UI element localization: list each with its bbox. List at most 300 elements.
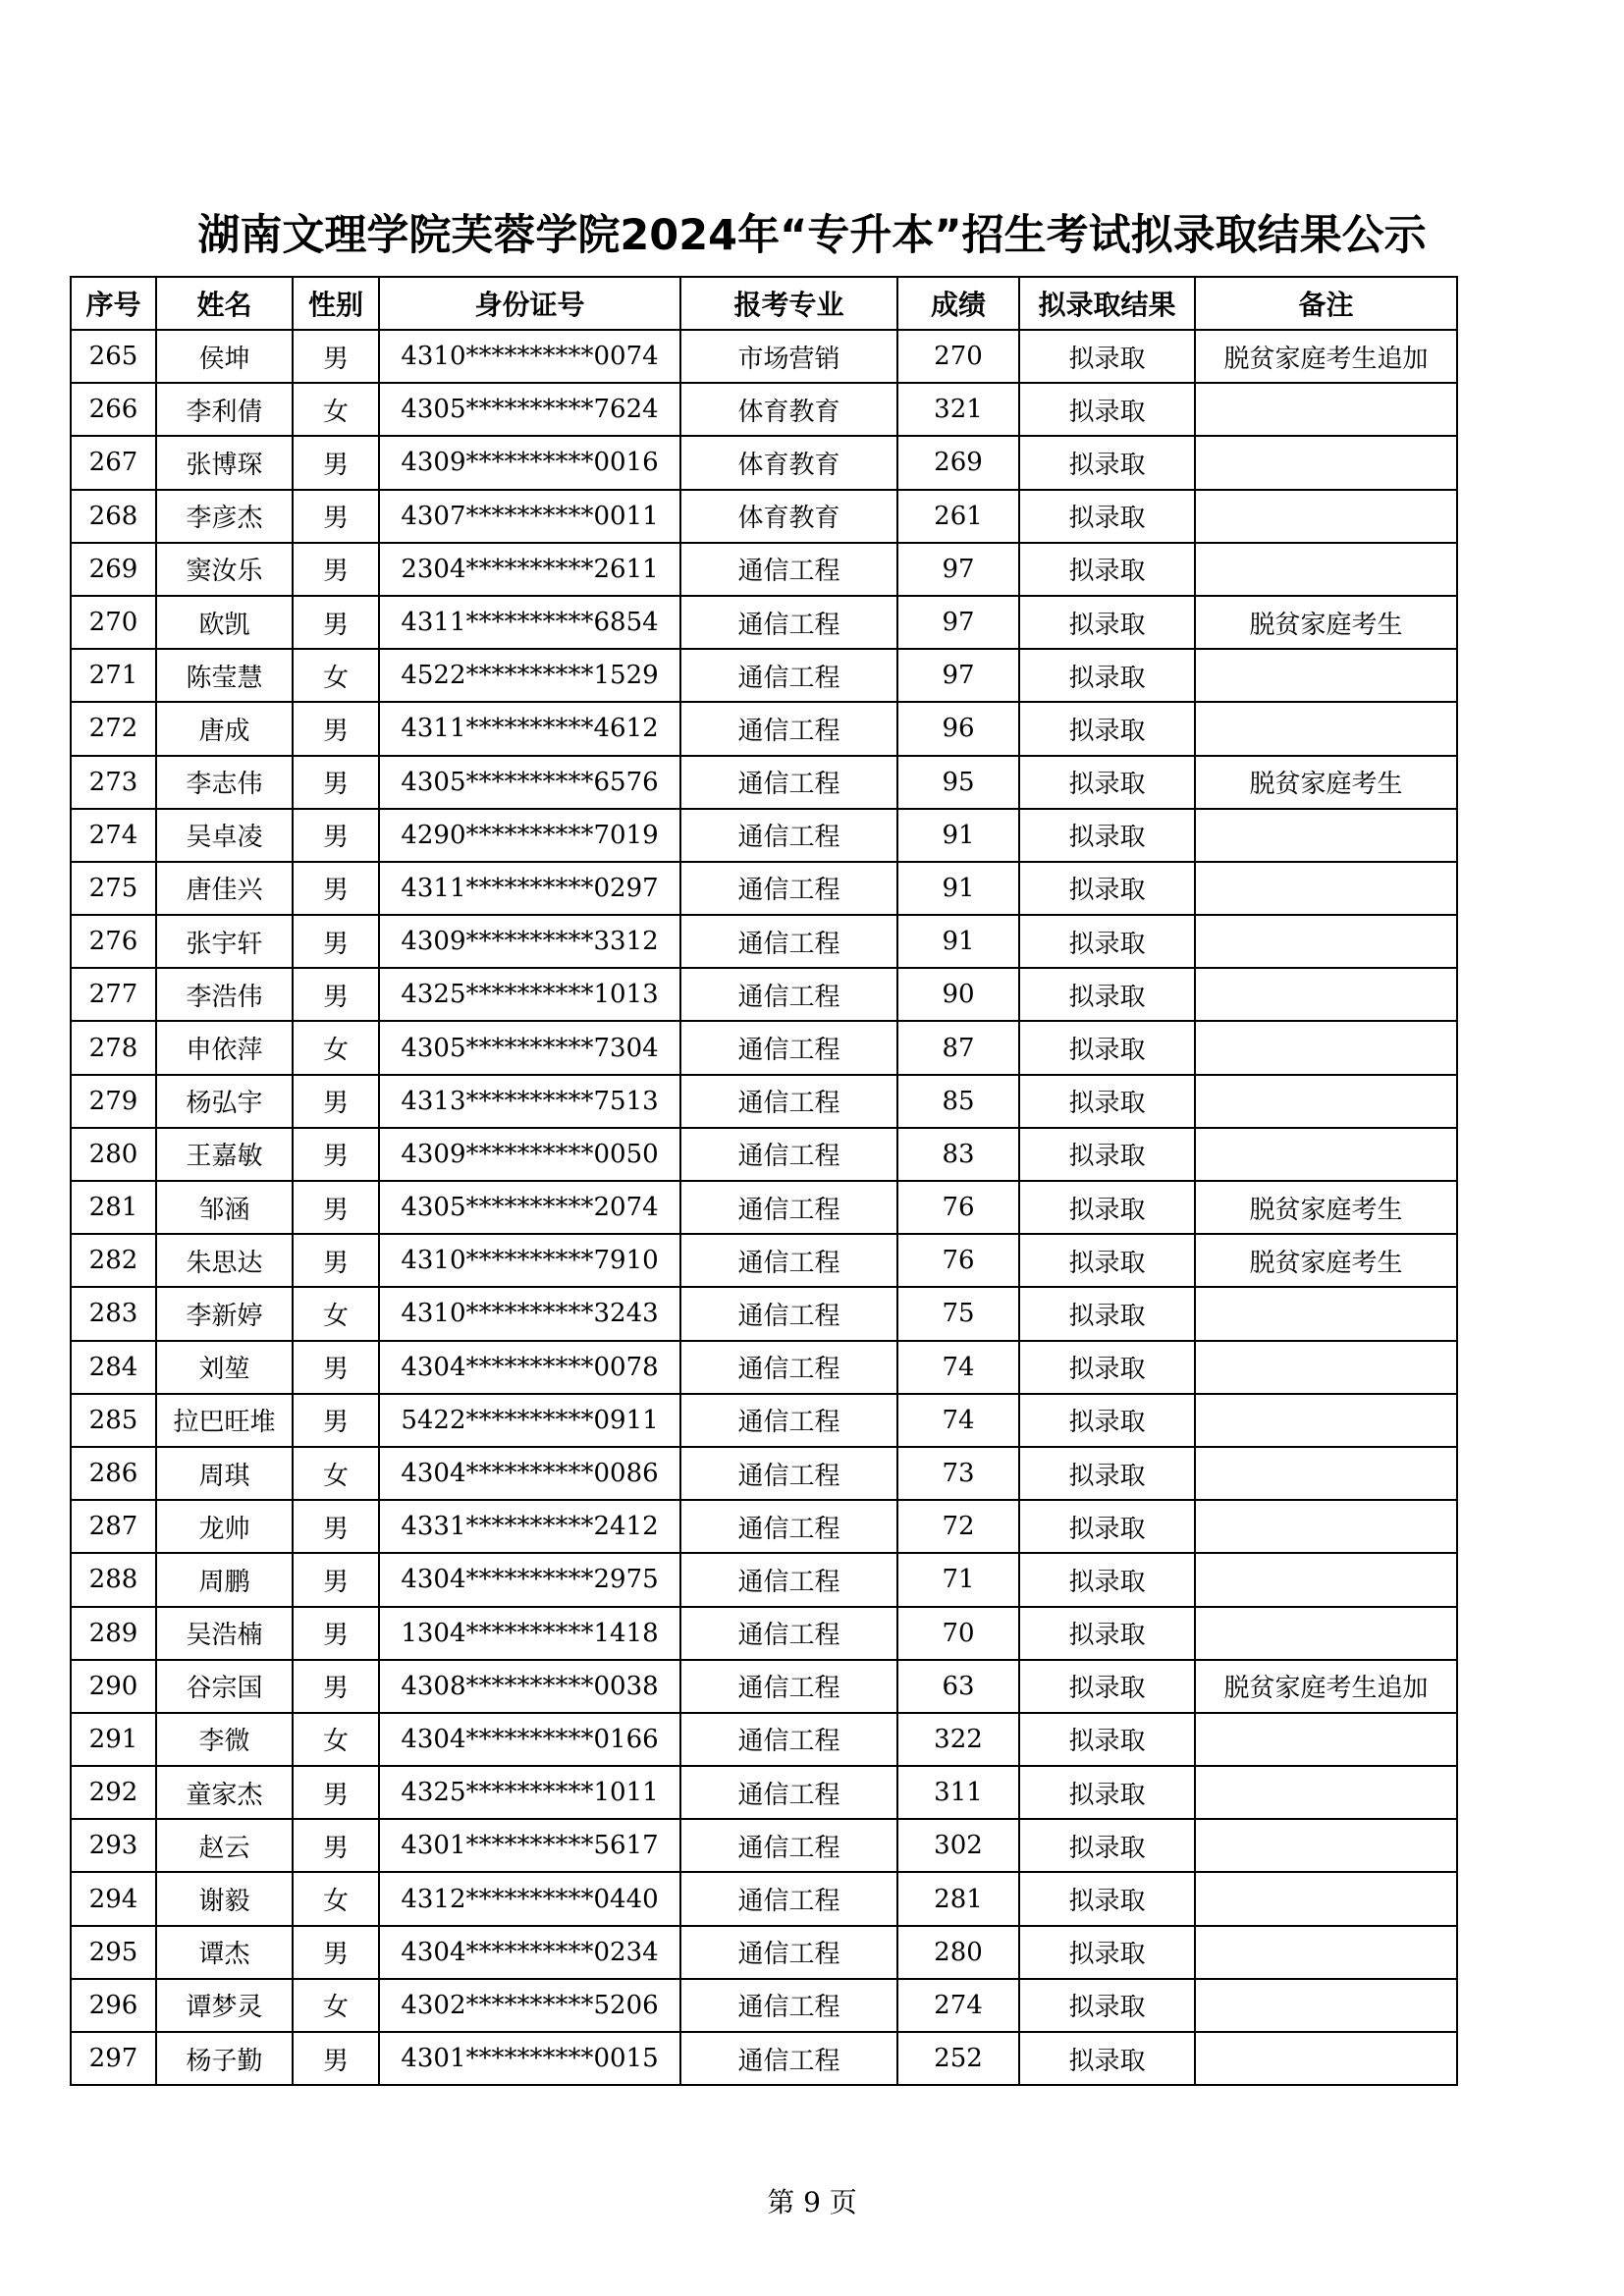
cell-result: 拟录取	[1019, 1287, 1195, 1340]
cell-major: 通信工程	[680, 1713, 897, 1766]
cell-major: 通信工程	[680, 1234, 897, 1287]
cell-gender: 男	[293, 1819, 379, 1872]
cell-major: 通信工程	[680, 756, 897, 809]
cell-result: 拟录取	[1019, 1713, 1195, 1766]
cell-id-number: 4301**********0015	[379, 2032, 680, 2085]
cell-gender: 女	[293, 1021, 379, 1074]
cell-major: 通信工程	[680, 543, 897, 596]
table-row	[71, 1660, 1457, 1713]
cell-remark	[1195, 383, 1457, 436]
cell-id-number: 4302**********5206	[379, 1979, 680, 2032]
cell-score: 270	[897, 330, 1019, 383]
cell-score: 302	[897, 1819, 1019, 1872]
cell-major: 通信工程	[680, 1500, 897, 1553]
cell-result: 拟录取	[1019, 1819, 1195, 1872]
table-row	[71, 1500, 1457, 1553]
cell-index: 287	[71, 1500, 156, 1553]
cell-remark	[1195, 1447, 1457, 1500]
cell-score: 75	[897, 1287, 1019, 1340]
cell-major: 通信工程	[680, 1287, 897, 1340]
cell-result: 拟录取	[1019, 1234, 1195, 1287]
cell-remark: 脱贫家庭考生	[1195, 1181, 1457, 1234]
cell-index: 292	[71, 1766, 156, 1819]
cell-score: 95	[897, 756, 1019, 809]
cell-remark	[1195, 1926, 1457, 1979]
table-row	[71, 1713, 1457, 1766]
admission-table	[70, 276, 1458, 2086]
cell-id-number: 4312**********0440	[379, 1872, 680, 1925]
cell-index: 281	[71, 1181, 156, 1234]
cell-remark	[1195, 1128, 1457, 1181]
cell-name: 唐佳兴	[156, 862, 293, 915]
cell-major: 通信工程	[680, 1660, 897, 1713]
table-row	[71, 1447, 1457, 1500]
cell-result: 拟录取	[1019, 543, 1195, 596]
cell-major: 通信工程	[680, 1819, 897, 1872]
cell-name: 童家杰	[156, 1766, 293, 1819]
cell-id-number: 4309**********3312	[379, 915, 680, 968]
cell-id-number: 4304**********2975	[379, 1553, 680, 1606]
cell-index: 288	[71, 1553, 156, 1606]
cell-id-number: 4325**********1013	[379, 968, 680, 1021]
cell-score: 322	[897, 1713, 1019, 1766]
cell-score: 261	[897, 490, 1019, 543]
cell-score: 73	[897, 1447, 1019, 1500]
table-row	[71, 702, 1457, 755]
cell-remark	[1195, 1287, 1457, 1340]
cell-id-number: 4522**********1529	[379, 649, 680, 702]
cell-name: 周鹏	[156, 1553, 293, 1606]
cell-name: 陈莹慧	[156, 649, 293, 702]
cell-major: 通信工程	[680, 862, 897, 915]
cell-result: 拟录取	[1019, 968, 1195, 1021]
cell-score: 252	[897, 2032, 1019, 2085]
table-row	[71, 2032, 1457, 2085]
cell-gender: 男	[293, 1607, 379, 1660]
cell-index: 274	[71, 809, 156, 862]
cell-major: 通信工程	[680, 1553, 897, 1606]
cell-result: 拟录取	[1019, 1500, 1195, 1553]
cell-major: 通信工程	[680, 2032, 897, 2085]
cell-index: 265	[71, 330, 156, 383]
cell-gender: 男	[293, 2032, 379, 2085]
cell-name: 侯坤	[156, 330, 293, 383]
cell-gender: 男	[293, 968, 379, 1021]
cell-index: 294	[71, 1872, 156, 1925]
cell-result: 拟录取	[1019, 330, 1195, 383]
cell-result: 拟录取	[1019, 436, 1195, 489]
table-row	[71, 1075, 1457, 1128]
cell-index: 268	[71, 490, 156, 543]
cell-index: 289	[71, 1607, 156, 1660]
cell-score: 71	[897, 1553, 1019, 1606]
cell-index: 267	[71, 436, 156, 489]
cell-score: 76	[897, 1234, 1019, 1287]
cell-score: 91	[897, 809, 1019, 862]
cell-name: 王嘉敏	[156, 1128, 293, 1181]
cell-remark	[1195, 1713, 1457, 1766]
cell-score: 97	[897, 596, 1019, 649]
cell-name: 唐成	[156, 702, 293, 755]
cell-index: 278	[71, 1021, 156, 1074]
header-major: 报考专业	[680, 277, 897, 330]
cell-name: 杨子勤	[156, 2032, 293, 2085]
cell-major: 体育教育	[680, 383, 897, 436]
cell-gender: 男	[293, 436, 379, 489]
cell-id-number: 4307**********0011	[379, 490, 680, 543]
cell-result: 拟录取	[1019, 1979, 1195, 2032]
cell-result: 拟录取	[1019, 1341, 1195, 1394]
cell-id-number: 4305**********7304	[379, 1021, 680, 1074]
table-row	[71, 1341, 1457, 1394]
cell-id-number: 4309**********0016	[379, 436, 680, 489]
cell-result: 拟录取	[1019, 1447, 1195, 1500]
cell-remark: 脱贫家庭考生追加	[1195, 1660, 1457, 1713]
table-row	[71, 1394, 1457, 1447]
cell-result: 拟录取	[1019, 915, 1195, 968]
table-header-row	[71, 277, 1457, 330]
cell-score: 269	[897, 436, 1019, 489]
cell-remark	[1195, 490, 1457, 543]
cell-gender: 男	[293, 1394, 379, 1447]
cell-result: 拟录取	[1019, 1128, 1195, 1181]
cell-name: 李利倩	[156, 383, 293, 436]
cell-result: 拟录取	[1019, 862, 1195, 915]
cell-gender: 男	[293, 862, 379, 915]
cell-score: 91	[897, 862, 1019, 915]
cell-result: 拟录取	[1019, 756, 1195, 809]
cell-name: 李志伟	[156, 756, 293, 809]
cell-score: 97	[897, 543, 1019, 596]
cell-id-number: 4309**********0050	[379, 1128, 680, 1181]
cell-name: 张博琛	[156, 436, 293, 489]
cell-remark	[1195, 649, 1457, 702]
cell-name: 李彦杰	[156, 490, 293, 543]
cell-index: 297	[71, 2032, 156, 2085]
cell-gender: 男	[293, 1181, 379, 1234]
cell-remark	[1195, 862, 1457, 915]
table-row	[71, 330, 1457, 383]
cell-gender: 男	[293, 809, 379, 862]
cell-remark: 脱贫家庭考生	[1195, 756, 1457, 809]
cell-id-number: 4325**********1011	[379, 1766, 680, 1819]
cell-index: 269	[71, 543, 156, 596]
cell-index: 273	[71, 756, 156, 809]
cell-remark	[1195, 1021, 1457, 1074]
cell-index: 284	[71, 1341, 156, 1394]
cell-index: 282	[71, 1234, 156, 1287]
cell-score: 96	[897, 702, 1019, 755]
cell-id-number: 4305**********2074	[379, 1181, 680, 1234]
header-result: 拟录取结果	[1019, 277, 1195, 330]
cell-id-number: 4308**********0038	[379, 1660, 680, 1713]
header-gender: 性别	[293, 277, 379, 330]
cell-result: 拟录取	[1019, 1926, 1195, 1979]
table-row	[71, 383, 1457, 436]
cell-gender: 女	[293, 1872, 379, 1925]
cell-result: 拟录取	[1019, 809, 1195, 862]
cell-id-number: 4310**********7910	[379, 1234, 680, 1287]
cell-result: 拟录取	[1019, 596, 1195, 649]
table-row	[71, 1181, 1457, 1234]
cell-major: 通信工程	[680, 1926, 897, 1979]
cell-gender: 男	[293, 1500, 379, 1553]
cell-remark	[1195, 1553, 1457, 1606]
cell-id-number: 4290**********7019	[379, 809, 680, 862]
cell-id-number: 4304**********0078	[379, 1341, 680, 1394]
cell-name: 欧凯	[156, 596, 293, 649]
cell-index: 293	[71, 1819, 156, 1872]
cell-score: 85	[897, 1075, 1019, 1128]
cell-index: 272	[71, 702, 156, 755]
table-row	[71, 490, 1457, 543]
table-row	[71, 1553, 1457, 1606]
cell-score: 87	[897, 1021, 1019, 1074]
cell-score: 280	[897, 1926, 1019, 1979]
header-score: 成绩	[897, 277, 1019, 330]
cell-result: 拟录取	[1019, 702, 1195, 755]
cell-result: 拟录取	[1019, 1075, 1195, 1128]
cell-remark: 脱贫家庭考生追加	[1195, 330, 1457, 383]
cell-major: 体育教育	[680, 436, 897, 489]
cell-major: 通信工程	[680, 1394, 897, 1447]
cell-major: 通信工程	[680, 1766, 897, 1819]
cell-name: 吴浩楠	[156, 1607, 293, 1660]
cell-id-number: 4305**********7624	[379, 383, 680, 436]
cell-name: 李新婷	[156, 1287, 293, 1340]
cell-name: 谷宗国	[156, 1660, 293, 1713]
cell-id-number: 2304**********2611	[379, 543, 680, 596]
cell-major: 通信工程	[680, 1447, 897, 1500]
cell-name: 李浩伟	[156, 968, 293, 1021]
cell-gender: 男	[293, 490, 379, 543]
header-remark: 备注	[1195, 277, 1457, 330]
cell-id-number: 4304**********0234	[379, 1926, 680, 1979]
cell-gender: 女	[293, 1447, 379, 1500]
cell-remark	[1195, 1819, 1457, 1872]
cell-gender: 男	[293, 1128, 379, 1181]
cell-score: 76	[897, 1181, 1019, 1234]
cell-gender: 男	[293, 1766, 379, 1819]
table-row	[71, 1979, 1457, 2032]
cell-index: 277	[71, 968, 156, 1021]
cell-gender: 女	[293, 383, 379, 436]
cell-index: 286	[71, 1447, 156, 1500]
cell-remark	[1195, 1394, 1457, 1447]
table-row	[71, 543, 1457, 596]
cell-major: 通信工程	[680, 809, 897, 862]
table-row	[71, 1819, 1457, 1872]
cell-name: 周琪	[156, 1447, 293, 1500]
table-row	[71, 1128, 1457, 1181]
cell-index: 266	[71, 383, 156, 436]
cell-name: 申依萍	[156, 1021, 293, 1074]
table-row	[71, 1234, 1457, 1287]
cell-name: 龙帅	[156, 1500, 293, 1553]
cell-gender: 男	[293, 330, 379, 383]
table-row	[71, 1872, 1457, 1925]
page-title: 湖南文理学院芙蓉学院2024年“专升本”招生考试拟录取结果公示	[197, 211, 1427, 260]
header-id-number: 身份证号	[379, 277, 680, 330]
table-row	[71, 756, 1457, 809]
table-row	[71, 915, 1457, 968]
cell-id-number: 4305**********6576	[379, 756, 680, 809]
cell-result: 拟录取	[1019, 2032, 1195, 2085]
cell-gender: 女	[293, 1287, 379, 1340]
table-row	[71, 1607, 1457, 1660]
cell-remark	[1195, 968, 1457, 1021]
table-row	[71, 809, 1457, 862]
cell-score: 321	[897, 383, 1019, 436]
cell-result: 拟录取	[1019, 490, 1195, 543]
cell-remark	[1195, 436, 1457, 489]
cell-gender: 男	[293, 702, 379, 755]
cell-score: 74	[897, 1394, 1019, 1447]
cell-remark	[1195, 1075, 1457, 1128]
cell-gender: 男	[293, 1075, 379, 1128]
cell-name: 刘堃	[156, 1341, 293, 1394]
cell-index: 295	[71, 1926, 156, 1979]
table-row	[71, 1766, 1457, 1819]
cell-result: 拟录取	[1019, 1660, 1195, 1713]
cell-gender: 女	[293, 1979, 379, 2032]
cell-id-number: 4310**********3243	[379, 1287, 680, 1340]
cell-gender: 男	[293, 1234, 379, 1287]
table-body	[71, 330, 1457, 2085]
cell-result: 拟录取	[1019, 1872, 1195, 1925]
cell-remark	[1195, 1341, 1457, 1394]
cell-id-number: 4311**********6854	[379, 596, 680, 649]
cell-id-number: 4311**********0297	[379, 862, 680, 915]
cell-id-number: 4310**********0074	[379, 330, 680, 383]
table-row	[71, 862, 1457, 915]
cell-remark	[1195, 2032, 1457, 2085]
cell-major: 通信工程	[680, 1181, 897, 1234]
cell-gender: 女	[293, 1713, 379, 1766]
table-row	[71, 1926, 1457, 1979]
cell-score: 274	[897, 1979, 1019, 2032]
cell-name: 李微	[156, 1713, 293, 1766]
table-row	[71, 1287, 1457, 1340]
cell-index: 296	[71, 1979, 156, 2032]
cell-result: 拟录取	[1019, 1553, 1195, 1606]
cell-result: 拟录取	[1019, 1766, 1195, 1819]
cell-major: 通信工程	[680, 1979, 897, 2032]
cell-major: 体育教育	[680, 490, 897, 543]
cell-remark: 脱贫家庭考生	[1195, 596, 1457, 649]
cell-remark	[1195, 1500, 1457, 1553]
cell-index: 276	[71, 915, 156, 968]
cell-remark	[1195, 543, 1457, 596]
cell-id-number: 5422**********0911	[379, 1394, 680, 1447]
cell-gender: 男	[293, 596, 379, 649]
table-row	[71, 596, 1457, 649]
cell-result: 拟录取	[1019, 383, 1195, 436]
cell-major: 通信工程	[680, 1341, 897, 1394]
cell-result: 拟录取	[1019, 1394, 1195, 1447]
cell-name: 谢毅	[156, 1872, 293, 1925]
cell-index: 290	[71, 1660, 156, 1713]
cell-name: 邹涵	[156, 1181, 293, 1234]
cell-score: 90	[897, 968, 1019, 1021]
cell-remark	[1195, 1607, 1457, 1660]
cell-score: 83	[897, 1128, 1019, 1181]
cell-name: 窦汝乐	[156, 543, 293, 596]
cell-name: 朱思达	[156, 1234, 293, 1287]
cell-major: 通信工程	[680, 1075, 897, 1128]
cell-gender: 男	[293, 1553, 379, 1606]
cell-major: 通信工程	[680, 968, 897, 1021]
cell-remark	[1195, 1979, 1457, 2032]
cell-score: 91	[897, 915, 1019, 968]
cell-name: 拉巴旺堆	[156, 1394, 293, 1447]
header-name: 姓名	[156, 277, 293, 330]
cell-id-number: 1304**********1418	[379, 1607, 680, 1660]
cell-score: 63	[897, 1660, 1019, 1713]
cell-index: 291	[71, 1713, 156, 1766]
cell-major: 通信工程	[680, 596, 897, 649]
cell-major: 通信工程	[680, 1607, 897, 1660]
cell-gender: 女	[293, 649, 379, 702]
cell-major: 通信工程	[680, 702, 897, 755]
cell-id-number: 4311**********4612	[379, 702, 680, 755]
cell-result: 拟录取	[1019, 1607, 1195, 1660]
cell-result: 拟录取	[1019, 649, 1195, 702]
cell-major: 通信工程	[680, 1872, 897, 1925]
cell-name: 谭梦灵	[156, 1979, 293, 2032]
cell-id-number: 4301**********5617	[379, 1819, 680, 1872]
table-row	[71, 1021, 1457, 1074]
cell-result: 拟录取	[1019, 1181, 1195, 1234]
cell-gender: 男	[293, 915, 379, 968]
cell-id-number: 4304**********0086	[379, 1447, 680, 1500]
cell-remark: 脱贫家庭考生	[1195, 1234, 1457, 1287]
cell-remark	[1195, 1766, 1457, 1819]
cell-major: 通信工程	[680, 915, 897, 968]
cell-remark	[1195, 809, 1457, 862]
cell-remark	[1195, 915, 1457, 968]
table-row	[71, 649, 1457, 702]
cell-score: 311	[897, 1766, 1019, 1819]
cell-name: 赵云	[156, 1819, 293, 1872]
cell-name: 张宇轩	[156, 915, 293, 968]
cell-index: 283	[71, 1287, 156, 1340]
cell-index: 280	[71, 1128, 156, 1181]
cell-index: 285	[71, 1394, 156, 1447]
cell-major: 通信工程	[680, 1021, 897, 1074]
cell-index: 270	[71, 596, 156, 649]
table-row	[71, 968, 1457, 1021]
cell-name: 谭杰	[156, 1926, 293, 1979]
cell-id-number: 4313**********7513	[379, 1075, 680, 1128]
cell-remark	[1195, 1872, 1457, 1925]
cell-gender: 男	[293, 1660, 379, 1713]
cell-score: 72	[897, 1500, 1019, 1553]
cell-gender: 男	[293, 756, 379, 809]
cell-remark	[1195, 702, 1457, 755]
cell-index: 271	[71, 649, 156, 702]
cell-major: 通信工程	[680, 1128, 897, 1181]
header-index: 序号	[71, 277, 156, 330]
cell-score: 281	[897, 1872, 1019, 1925]
cell-score: 97	[897, 649, 1019, 702]
cell-id-number: 4304**********0166	[379, 1713, 680, 1766]
table-row	[71, 436, 1457, 489]
cell-gender: 男	[293, 1341, 379, 1394]
cell-name: 吴卓凌	[156, 809, 293, 862]
cell-score: 74	[897, 1341, 1019, 1394]
cell-gender: 男	[293, 1926, 379, 1979]
